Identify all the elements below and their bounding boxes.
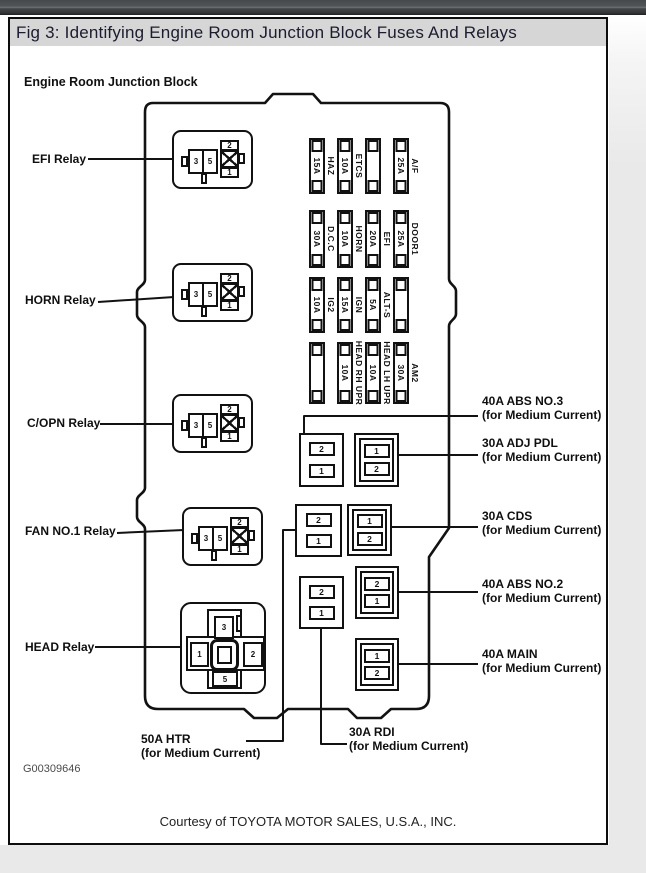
relay-pin-2: 2 [243,642,263,667]
fuse-terminal-bottom [368,180,379,192]
fuse-am2 [393,342,420,404]
fuse-amp-label: 20A [368,230,378,248]
fuse-terminal-bottom [368,254,379,266]
relay-pin-2: 2 [220,273,239,284]
callout-line1: 40A MAIN [482,647,538,661]
relay-pin-3: 3 [193,290,199,299]
fuse-terminal-bottom [396,390,407,402]
relay-pin-1: 1 [190,642,209,667]
fuse-efi [365,210,392,268]
courtesy-line: Courtesy of TOYOTA MOTOR SALES, U.S.A., INC. [159,814,457,829]
callout-line2: (for Medium Current) [482,522,602,537]
medium-block-cell-1: 1 [364,444,390,458]
relay-stem [201,306,207,317]
medium-current-block-inner [360,643,394,686]
medium-block-cell-1: 1 [364,649,390,663]
medium-current-block-inner [352,509,387,551]
relay-stem [201,437,207,448]
fuse-name-label: ETCS [354,153,364,179]
relay-pin-2: 2 [220,140,239,151]
figure-title: Fig 3: Identifying Engine Room Junction Block Fuses And Relays [16,23,517,42]
relay-pin-5: 5 [202,284,216,305]
fuse-amp-label: 25A [396,230,406,248]
fuse-unlabeled [365,138,381,194]
fuse-alt-s [365,277,392,333]
fuse-etcs [337,138,364,194]
fuse-terminal-bottom [340,390,351,402]
callout-line1: 30A RDI [349,725,395,739]
fuse-terminal-top [312,279,323,291]
medium-current-block-inner [359,438,394,482]
relay-box-efi-relay [172,130,253,189]
fuse-terminal-bottom [396,254,407,266]
relay-left-tab [191,533,198,544]
fuse-unlabeled [309,342,325,404]
relay-x-box [220,283,239,301]
relay-coil-cells [198,526,228,551]
fuse-terminal-top [340,279,351,291]
fuse-amp-label: 10A [340,157,350,175]
callout-40a-abs-no-2 [482,578,601,605]
medium-current-block-7 [355,638,399,691]
callout-line2: (for Medium Current) [482,407,602,422]
relay-box-c-opn-relay [172,394,253,453]
relay-pin-1: 1 [220,167,239,178]
fuse-name-label: HEAD RH UPR [354,340,364,406]
fuse-door1 [393,210,420,268]
callout-line1: 30A ADJ PDL [482,436,558,450]
medium-block-cell-2: 2 [364,577,390,591]
leader-rdi [321,629,347,744]
fuse-name-label: D.C.C [326,226,336,252]
fuse-terminal-bottom [312,180,323,192]
relay-label-head-relay: HEAD Relay [25,640,95,654]
medium-block-cell-2: 2 [364,666,390,680]
medium-block-cell-2: 2 [357,532,383,546]
relay-pin-5: 5 [212,528,226,549]
medium-current-block-4 [347,504,392,556]
fuse-ig2 [309,277,336,333]
relay-right-tab [248,530,255,541]
fuse-terminal-bottom [340,180,351,192]
fuse-amp-label: 15A [340,296,350,314]
relay-pin-5: 5 [202,415,216,436]
fuse-head-rh-upr [337,340,364,406]
fuse-name-label: HEAD LH UPR [382,341,392,405]
relay-stem [201,173,207,184]
fuse-name-label: EFI [382,231,392,247]
relay-box-horn-relay [172,263,253,322]
fuse-terminal-bottom [368,390,379,402]
relay-x-box [220,414,239,432]
callout-line2: (for Medium Current) [482,449,602,464]
fuse-terminal-bottom [312,319,323,331]
fuse-name-label: IG2 [326,297,336,313]
relay-x-box [220,150,239,168]
fuse-terminal-bottom [312,390,323,402]
fuse-terminal-top [312,344,323,356]
fuse-amp-label: 15A [312,157,322,175]
medium-block-cell-1: 1 [357,514,383,528]
fuse-name-label: HAZ [326,156,336,176]
relay-pin-5: 5 [212,671,238,687]
fuse-terminal-top [368,140,379,152]
callout-50a-htr [141,733,260,760]
fuse-amp-label: 10A [340,230,350,248]
fuse-terminal-top [340,344,351,356]
callout-line1: 40A ABS NO.3 [482,394,564,408]
relay-coil-cells [188,413,218,438]
fuse-terminal-top [396,212,407,224]
relay-left-tab [181,156,188,167]
fuse-amp-label: 10A [340,364,350,382]
relay-box-head-relay [180,602,266,694]
fuse-terminal-top [340,212,351,224]
fuse-name-label: DOOR1 [410,222,420,256]
fuse-horn [337,210,364,268]
relay-coil-cells [188,149,218,174]
fuse-terminal-top [396,344,407,356]
fuse-terminal-top [312,212,323,224]
callout-line2: (for Medium Current) [482,590,602,605]
fuse-terminal-top [396,140,407,152]
medium-block-cell-2: 2 [309,585,335,599]
callout-line1: 30A CDS [482,509,533,523]
medium-current-block-inner [360,571,394,614]
callout-line1: 40A ABS NO.2 [482,577,564,591]
fuse-terminal-bottom [312,254,323,266]
relay-right-tab [238,153,245,164]
fuse-terminal-top [368,279,379,291]
callout-line1: 50A HTR [141,732,191,746]
fuse-unlabeled [393,277,409,333]
relay-left-tab [181,289,188,300]
medium-current-block-1 [299,433,344,487]
medium-current-block-2 [354,433,399,487]
fuse-amp-label: 5A [368,299,378,311]
medium-block-cell-1: 1 [309,606,335,620]
relay-slot [236,615,242,632]
fuse-terminal-top [396,279,407,291]
fuse-terminal-bottom [396,180,407,192]
fuse-terminal-bottom [340,319,351,331]
medium-current-block-6 [355,566,399,619]
fuse-terminal-bottom [340,254,351,266]
fuse-a-f [393,138,420,194]
relay-x-box [230,527,249,545]
fuse-amp-label: 10A [312,296,322,314]
callout-30a-adj-pdl [482,437,601,464]
relay-pin-3: 3 [193,421,199,430]
fuse-amp-label: 30A [312,230,322,248]
relay-pin-5: 5 [202,151,216,172]
medium-block-cell-2: 2 [364,462,390,476]
relay-pin-1: 1 [220,431,239,442]
relay-pin-3: 3 [214,616,234,639]
medium-block-cell-2: 2 [306,513,332,527]
relay-right-tab [238,417,245,428]
callout-40a-abs-no-3 [482,395,601,422]
fuse-name-label: A/F [410,158,420,174]
medium-block-cell-1: 1 [364,594,390,608]
callout-line2: (for Medium Current) [349,738,469,753]
fuse-haz [309,138,336,194]
relay-label-efi-relay: EFI Relay [32,152,87,166]
relay-label-horn-relay: HORN Relay [25,293,96,307]
relay-box-fan-no-1-relay [182,507,263,566]
fuse-name-label: IGN [354,296,364,314]
relay-pin-3: 3 [203,534,209,543]
relay-pin-2: 2 [220,404,239,415]
relay-right-tab [238,286,245,297]
medium-current-block-3 [295,504,342,557]
fuse-ign [337,277,364,333]
fuse-head-lh-upr [365,341,392,405]
fuse-terminal-bottom [368,319,379,331]
relay-pin-1: 1 [230,544,249,555]
fuse-amp-label: 25A [396,157,406,175]
figure-id: G00309646 [23,763,81,775]
relay-stem [211,550,217,561]
relay-pin-2: 2 [230,517,249,528]
medium-block-cell-2: 2 [309,442,335,456]
callout-30a-rdi [349,726,468,753]
callout-40a-main [482,648,601,675]
fuse-d-c-c [309,210,336,268]
fuse-terminal-top [368,212,379,224]
fuse-terminal-top [368,344,379,356]
relay-label-fan-no-1-relay: FAN NO.1 Relay [25,524,116,538]
leader-fan-relay [117,530,184,533]
callout-line2: (for Medium Current) [141,745,261,760]
relay-left-tab [181,420,188,431]
fuse-name-label: HORN [354,225,364,253]
relay-center-terminal [217,646,232,664]
medium-block-cell-1: 1 [306,534,332,548]
relay-pin-3: 3 [193,157,199,166]
diagram-heading: Engine Room Junction Block [24,75,198,89]
fuse-amp-label: 10A [368,364,378,382]
medium-current-block-5 [299,576,344,629]
fuse-terminal-top [312,140,323,152]
relay-pin-1: 1 [220,300,239,311]
medium-block-cell-1: 1 [309,464,335,478]
callout-30a-cds [482,510,601,537]
callout-line2: (for Medium Current) [482,660,602,675]
relay-coil-cells [188,282,218,307]
fuse-name-label: ALT-S [382,291,392,319]
relay-label-c-opn-relay: C/OPN Relay [27,416,101,430]
fuse-amp-label: 30A [396,364,406,382]
leader-abs-no3 [304,416,478,433]
fuse-name-label: AM2 [410,363,420,383]
fuse-terminal-bottom [396,319,407,331]
fuse-terminal-top [340,140,351,152]
